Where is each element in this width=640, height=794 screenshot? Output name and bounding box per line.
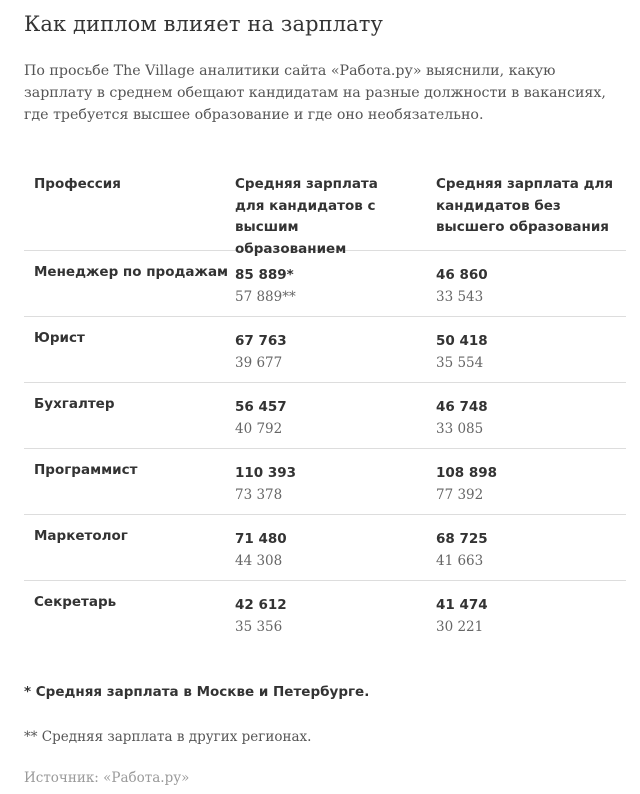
salary-moscow: 42 612 <box>235 597 287 613</box>
salary-moscow: 108 898 <box>436 465 498 481</box>
profession-name: Маркетолог <box>34 528 128 544</box>
salary-table <box>24 172 626 646</box>
salary-regions: 41 663 <box>436 553 484 569</box>
with-degree-cell <box>235 264 410 308</box>
table-row <box>24 317 626 383</box>
page-title: Как диплом влияет на зарплату <box>24 12 383 36</box>
without-degree-cell <box>436 264 621 308</box>
table-row <box>24 581 626 646</box>
with-degree-cell <box>235 396 410 440</box>
salary-moscow: 50 418 <box>436 333 488 349</box>
salary-regions: 35 554 <box>436 355 484 371</box>
profession-name: Менеджер по продажам <box>34 264 229 280</box>
salary-moscow: 110 393 <box>235 465 297 481</box>
salary-moscow: 41 474 <box>436 597 488 613</box>
table-row <box>24 383 626 449</box>
without-degree-cell <box>436 396 621 440</box>
profession-name: Секретарь <box>34 594 117 610</box>
intro-paragraph: По просьбе The Village аналитики сайта «Работа.ру» выяснили, какую зарплату в среднем обещают кандидатам на разные должности в вакансиях, где требуется высшее образование и где оно необязательно. <box>24 63 606 123</box>
table-row <box>24 449 626 515</box>
salary-moscow: 68 725 <box>436 531 488 547</box>
salary-moscow: 56 457 <box>235 399 287 415</box>
salary-regions: 30 221 <box>436 619 484 635</box>
profession-name: Юрист <box>34 330 85 346</box>
table-header <box>24 172 626 257</box>
salary-moscow: 71 480 <box>235 531 287 547</box>
header-without-degree: Средняя зарплата для кандидатов без высшего образования <box>436 176 614 235</box>
without-degree-cell <box>436 594 621 638</box>
salary-regions: 57 889** <box>235 289 296 305</box>
salary-regions: 35 356 <box>235 619 283 635</box>
header-with-degree: Средняя зарплата для кандидатов с высшим образованием <box>235 176 378 257</box>
footnote-regions: ** Средняя зарплата в других регионах. <box>24 729 312 745</box>
with-degree-cell <box>235 462 410 506</box>
salary-moscow: 46 860 <box>436 267 488 283</box>
with-degree-cell <box>235 330 410 374</box>
header-profession: Профессия <box>34 176 121 192</box>
source-credit: Источник: «Работа.ру» <box>24 770 190 786</box>
salary-regions: 39 677 <box>235 355 283 371</box>
without-degree-cell <box>436 528 621 572</box>
without-degree-cell <box>436 462 621 506</box>
footnote-moscow: * Средняя зарплата в Москве и Петербурге. <box>24 684 370 700</box>
table-row <box>24 515 626 581</box>
without-degree-cell <box>436 330 621 374</box>
salary-regions: 40 792 <box>235 421 283 437</box>
salary-moscow: 67 763 <box>235 333 287 349</box>
with-degree-cell <box>235 528 410 572</box>
salary-regions: 73 378 <box>235 487 283 503</box>
salary-regions: 33 543 <box>436 289 484 305</box>
salary-moscow: 85 889* <box>235 267 294 283</box>
table-row <box>24 251 626 317</box>
profession-name: Программист <box>34 462 138 478</box>
salary-regions: 77 392 <box>436 487 484 503</box>
salary-moscow: 46 748 <box>436 399 488 415</box>
with-degree-cell <box>235 594 410 638</box>
salary-regions: 33 085 <box>436 421 484 437</box>
profession-name: Бухгалтер <box>34 396 115 412</box>
salary-regions: 44 308 <box>235 553 283 569</box>
